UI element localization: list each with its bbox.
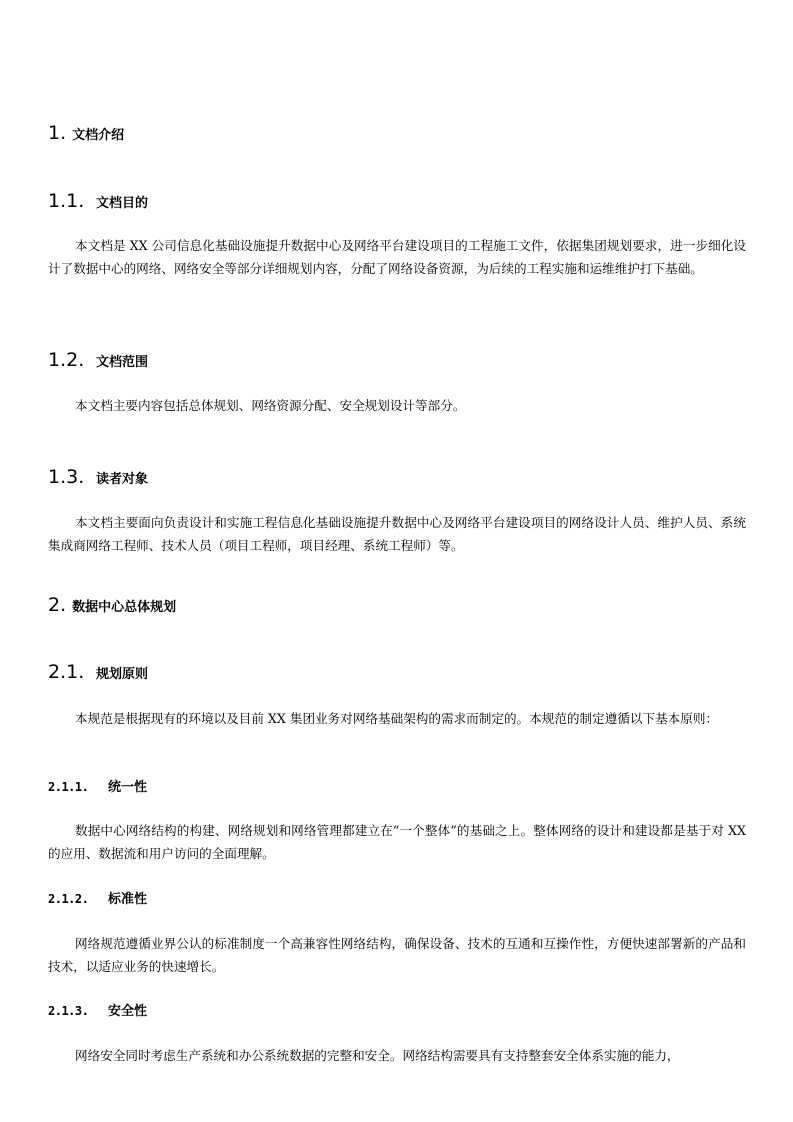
heading-title: 文档目的 xyxy=(96,196,149,211)
heading-title: 读者对象 xyxy=(96,472,149,487)
heading-section-2-1-1 xyxy=(48,776,147,795)
heading-section-1 xyxy=(48,122,124,144)
heading-number: 2.1. xyxy=(48,661,85,683)
paragraph-security: 网络安全同时考虑生产系统和办公系统数据的完整和安全。网络结构需要具有支持整套安全体系实施的能力， xyxy=(75,1048,680,1063)
heading-title: 规划原则 xyxy=(96,667,149,682)
heading-title: 安全性 xyxy=(108,1004,148,1019)
heading-number: 2.1.2. xyxy=(48,892,89,906)
heading-section-2 xyxy=(48,594,176,616)
heading-title: 标准性 xyxy=(108,892,148,907)
heading-title: 文档介绍 xyxy=(72,128,125,143)
heading-title: 数据中心总体规划 xyxy=(72,600,177,615)
heading-number: 2.1.3. xyxy=(48,1004,89,1018)
paragraph-reader-audience: 本文档主要面向负责设计和实施工程信息化基础设施提升数据中心及网络平台建设项目的网络设计人员、维护人员、系统集成商网络工程师、技术人员（项目工程师，项目经理、系统工程师）等。 xyxy=(48,515,746,553)
heading-title: 统一性 xyxy=(108,780,148,795)
heading-section-1-1 xyxy=(48,190,148,212)
heading-section-2-1-3 xyxy=(48,1000,147,1019)
heading-number: 2.1.1. xyxy=(48,780,89,794)
heading-number: 1.1. xyxy=(48,190,85,212)
heading-section-1-2 xyxy=(48,349,148,371)
paragraph-planning-principles: 本规范是根据现有的环境以及目前 XX 集团业务对网络基础架构的需求而制定的。本规范的制定遵循以下基本原则： xyxy=(75,711,719,726)
paragraph-standardization: 网络规范遵循业界公认的标准制度一个高兼容性网络结构，确保设备、技术的互通和互操作性，方便快速部署新的产品和技术，以适应业务的快速增长。 xyxy=(48,936,746,974)
heading-section-1-3 xyxy=(48,466,148,488)
heading-number: 1. xyxy=(48,122,67,144)
heading-number: 1.3. xyxy=(48,466,85,488)
heading-section-2-1 xyxy=(48,661,148,683)
paragraph-unity: 数据中心网络结构的构建、网络规划和网络管理都建立在“一个整体”的基础之上。整体网络的设计和建设都是基于对 XX 的应用、数据流和用户访问的全面理解。 xyxy=(48,823,746,861)
heading-number: 2. xyxy=(48,594,67,616)
heading-number: 1.2. xyxy=(48,349,85,371)
paragraph-document-purpose: 本文档是 XX 公司信息化基础设施提升数据中心及网络平台建设项目的工程施工文件，依据集团规划要求，进一步细化设计了数据中心的网络、网络安全等部分详细规划内容，分配了网络设备资源，为后续的工程实施和运维维护打下基础。 xyxy=(48,238,746,276)
heading-section-2-1-2 xyxy=(48,888,147,907)
heading-title: 文档范围 xyxy=(96,355,149,370)
paragraph-document-scope: 本文档主要内容包括总体规划、网络资源分配、安全规划设计等部分。 xyxy=(75,398,466,413)
